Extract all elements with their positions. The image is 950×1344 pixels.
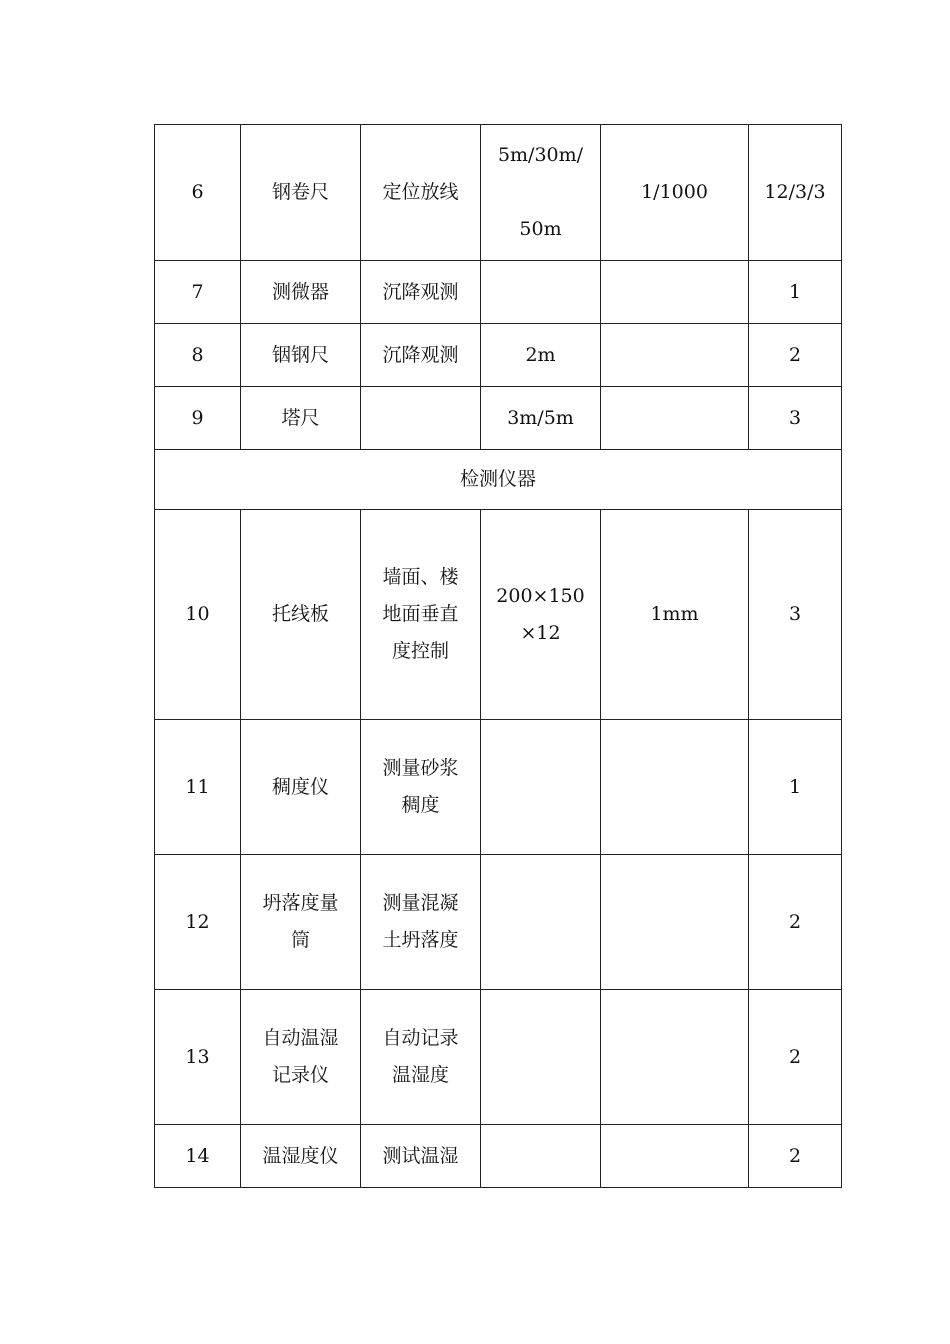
instrument-name: 稠度仪	[241, 720, 361, 855]
instrument-spec: 5m/30m/ 50m	[481, 125, 601, 261]
instrument-quantity: 1	[749, 720, 842, 855]
instrument-name: 坍落度量筒	[241, 855, 361, 990]
row-number: 9	[155, 387, 241, 450]
instrument-use: 沉降观测	[361, 324, 481, 387]
instrument-spec	[481, 855, 601, 990]
instrument-name: 铟钢尺	[241, 324, 361, 387]
row-number: 6	[155, 125, 241, 261]
instrument-quantity: 2	[749, 855, 842, 990]
instrument-spec	[481, 261, 601, 324]
instrument-accuracy	[601, 720, 749, 855]
instrument-accuracy	[601, 261, 749, 324]
table-row	[155, 387, 842, 450]
instrument-use: 测量砂浆稠度	[361, 720, 481, 855]
instrument-quantity: 3	[749, 510, 842, 720]
instrument-name: 测微器	[241, 261, 361, 324]
instrument-spec: 200×150×12	[481, 510, 601, 720]
section-header: 检测仪器	[155, 450, 842, 510]
table-row	[155, 855, 842, 990]
table-row	[155, 510, 842, 720]
instrument-accuracy	[601, 855, 749, 990]
instrument-spec: 2m	[481, 324, 601, 387]
table-row	[155, 324, 842, 387]
instrument-name: 塔尺	[241, 387, 361, 450]
instrument-use: 墙面、楼地面垂直度控制	[361, 510, 481, 720]
instrument-accuracy	[601, 324, 749, 387]
row-number: 13	[155, 990, 241, 1125]
section-header-row	[155, 450, 842, 510]
instrument-quantity: 3	[749, 387, 842, 450]
instrument-use: 测试温湿	[361, 1125, 481, 1188]
table-row	[155, 990, 842, 1125]
instrument-spec	[481, 1125, 601, 1188]
instrument-use: 测量混凝土坍落度	[361, 855, 481, 990]
instrument-use: 定位放线	[361, 125, 481, 261]
row-number: 8	[155, 324, 241, 387]
instrument-quantity: 12/3/3	[749, 125, 842, 261]
instrument-quantity: 2	[749, 990, 842, 1125]
row-number: 14	[155, 1125, 241, 1188]
row-number: 10	[155, 510, 241, 720]
instrument-spec	[481, 990, 601, 1125]
instrument-spec: 3m/5m	[481, 387, 601, 450]
row-number: 12	[155, 855, 241, 990]
instrument-quantity: 1	[749, 261, 842, 324]
instrument-use: 自动记录温湿度	[361, 990, 481, 1125]
instrument-accuracy	[601, 990, 749, 1125]
instrument-quantity: 2	[749, 324, 842, 387]
table-row	[155, 1125, 842, 1188]
instrument-accuracy	[601, 387, 749, 450]
table-row	[155, 261, 842, 324]
instrument-name: 温湿度仪	[241, 1125, 361, 1188]
instrument-accuracy	[601, 1125, 749, 1188]
instrument-name: 自动温湿记录仪	[241, 990, 361, 1125]
instrument-name: 托线板	[241, 510, 361, 720]
instrument-name: 钢卷尺	[241, 125, 361, 261]
row-number: 11	[155, 720, 241, 855]
table-row	[155, 125, 842, 261]
instrument-quantity: 2	[749, 1125, 842, 1188]
instrument-use	[361, 387, 481, 450]
instrument-use: 沉降观测	[361, 261, 481, 324]
instrument-accuracy: 1/1000	[601, 125, 749, 261]
table-row	[155, 720, 842, 855]
equipment-table	[154, 124, 842, 1188]
instrument-spec	[481, 720, 601, 855]
instrument-accuracy: 1mm	[601, 510, 749, 720]
row-number: 7	[155, 261, 241, 324]
